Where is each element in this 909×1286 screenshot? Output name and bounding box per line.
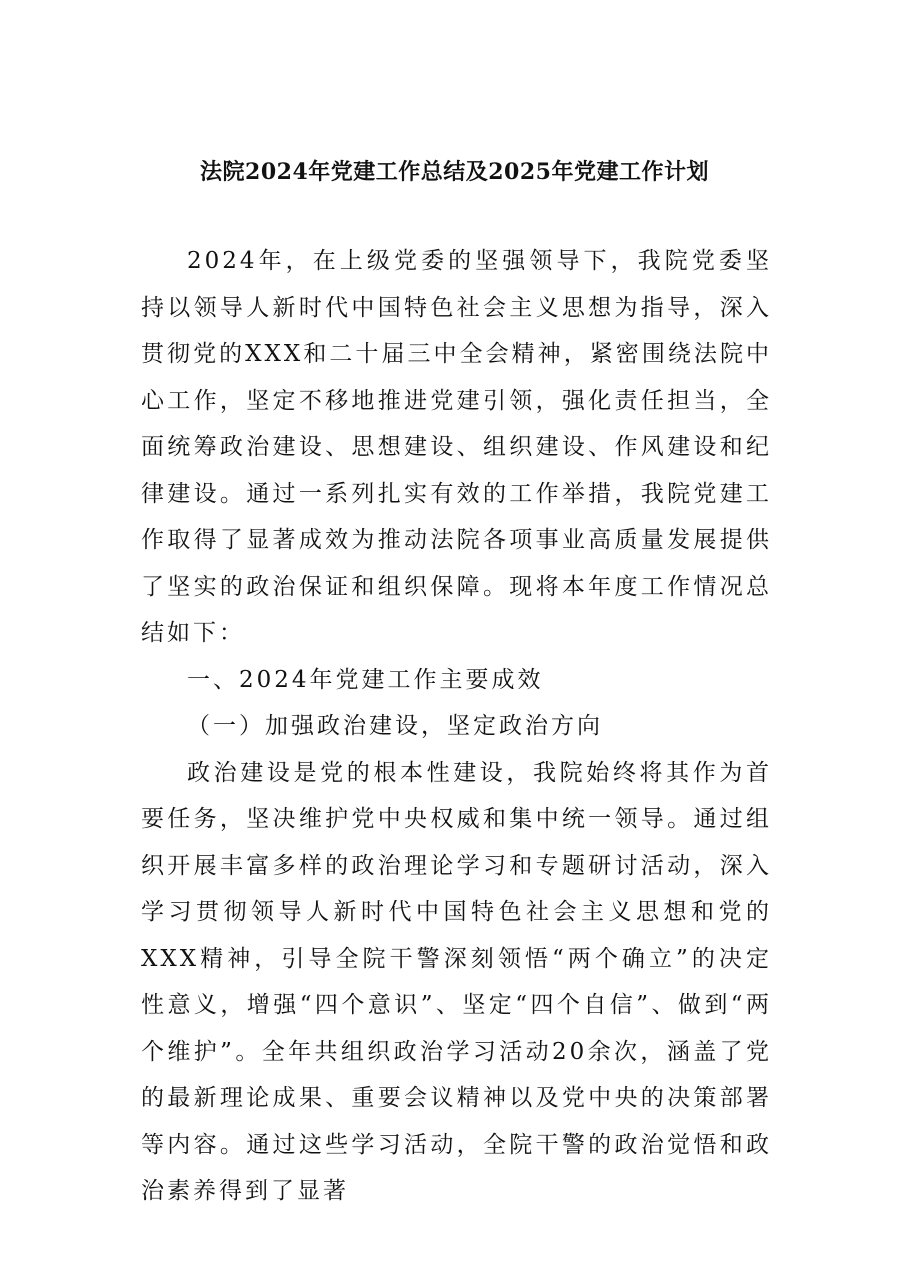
document-title: 法院2024年党建工作总结及2025年党建工作计划 bbox=[200, 159, 709, 185]
body-paragraph: 政治建设是党的根本性建设，我院始终将其作为首要任务，坚决维护党中央权威和集中统一领导。通过组织开展丰富多样的政治理论学习和专题研讨活动，深入学习贯彻领导人新时代中国特色社会主义思想和党的XXX精神，引导全院干警深刻领悟“两个确立”的决定性意义，增强“四个意识”、坚定“四个自信”、做到“两个维护”。全年共组织政治学习活动20余次，涵盖了党的最新理论成果、重要会议精神以及党中央的决策部署等内容。通过这些学习活动，全院干警的政治觉悟和政治素养得到了显著 bbox=[141, 759, 772, 1204]
section-heading: 一、2024年党建工作主要成效 bbox=[187, 666, 544, 693]
subsection-heading: （一）加强政治建设，坚定政治方向 bbox=[187, 713, 603, 739]
intro-paragraph: 2024年，在上级党委的坚强领导下，我院党委坚持以领导人新时代中国特色社会主义思想为指导，深入贯彻党的XXX和二十届三中全会精神，紧密围绕法院中心工作，坚定不移地推进党建引领，强化责任担当，全面统筹政治建设、思想建设、组织建设、作风建设和纪律建设。通过一系列扎实有效的工作举措，我院党建工作取得了显著成效为推动法院各项事业高质量发展提供了坚实的政治保证和组织保障。现将本年度工作情况总结如下： bbox=[141, 248, 772, 646]
document-body bbox=[141, 238, 772, 1215]
